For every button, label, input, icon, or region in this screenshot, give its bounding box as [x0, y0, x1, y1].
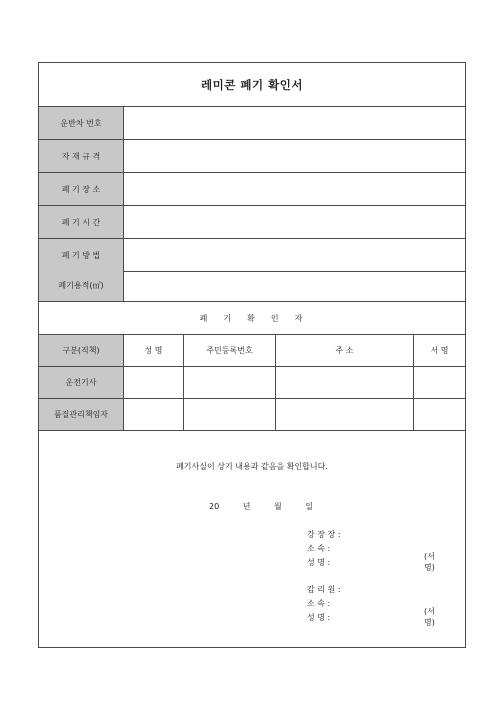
table-cell[interactable] [414, 399, 465, 430]
column-header: 주민등록번호 [184, 335, 276, 366]
field-label: 폐 기 장 소 [39, 173, 124, 205]
section-char: 폐 [199, 313, 210, 323]
field-row-disposal-method [39, 239, 465, 272]
table-header-row [39, 335, 465, 367]
column-header: 성 명 [124, 335, 184, 366]
supervisor-signature-block [307, 582, 435, 627]
field-value[interactable] [124, 239, 465, 271]
field-row-disposal-location [39, 173, 465, 206]
field-label: 폐기용적(㎥) [39, 269, 124, 301]
table-cell[interactable] [124, 399, 184, 430]
table-cell[interactable] [414, 367, 465, 398]
table-cell[interactable] [184, 367, 276, 398]
field-label: 폐 기 방 법 [39, 239, 124, 271]
table-cell[interactable] [276, 399, 414, 430]
date-day-unit: 일 [305, 502, 314, 511]
form-title: 레미콘 폐기 확인서 [39, 63, 465, 107]
row-label: 품질관리책임자 [39, 399, 124, 430]
signature-label: 강 장 장 : [307, 529, 341, 539]
signature-label: 감 리 원 : [307, 584, 341, 594]
column-header: 주 소 [276, 335, 414, 366]
field-label: 운반차 번호 [39, 107, 124, 139]
confirmer-table [39, 335, 465, 431]
field-row-disposal-volume [39, 269, 465, 302]
field-row-disposal-time [39, 206, 465, 239]
field-value[interactable] [124, 206, 465, 238]
section-char: 기 [223, 313, 234, 323]
field-row-truck-number [39, 107, 465, 140]
table-cell[interactable] [124, 367, 184, 398]
section-char: 자 [294, 313, 305, 323]
section-title-confirmer [39, 302, 465, 335]
confirmation-text: 폐기사실이 상기 내용과 같음을 확인합니다. [176, 462, 328, 471]
field-label: 폐 기 시 간 [39, 206, 124, 238]
table-row [39, 399, 465, 431]
field-row-material-spec [39, 140, 465, 173]
column-header: 구분(직책) [39, 335, 124, 366]
table-cell[interactable] [184, 399, 276, 430]
section-char: 인 [270, 313, 281, 323]
field-value[interactable] [124, 269, 465, 301]
table-row [39, 367, 465, 399]
signature-label: 성 명 : [307, 612, 331, 622]
sign-here-label: (서명) [424, 607, 435, 627]
date-line [209, 501, 334, 512]
signature-label: 소 속 : [307, 598, 331, 608]
row-label: 운전기사 [39, 367, 124, 398]
section-char: 확 [247, 313, 257, 323]
column-header: 서 명 [430, 346, 449, 355]
date-year-prefix: 20 [209, 502, 220, 511]
date-year-unit: 년 [242, 502, 251, 511]
field-value[interactable] [124, 107, 465, 139]
field-value[interactable] [124, 173, 465, 205]
field-label: 자 재 규 격 [39, 140, 124, 172]
plant-signature-block [307, 527, 435, 572]
signature-label: 소 속 : [307, 543, 331, 553]
date-month-unit: 월 [274, 502, 282, 511]
field-value[interactable] [124, 140, 465, 172]
disposal-form [38, 62, 466, 648]
sign-here-label: (서명) [424, 552, 435, 572]
table-cell[interactable] [276, 367, 414, 398]
signature-label: 성 명 : [307, 557, 331, 567]
confirmation-section [39, 431, 465, 647]
